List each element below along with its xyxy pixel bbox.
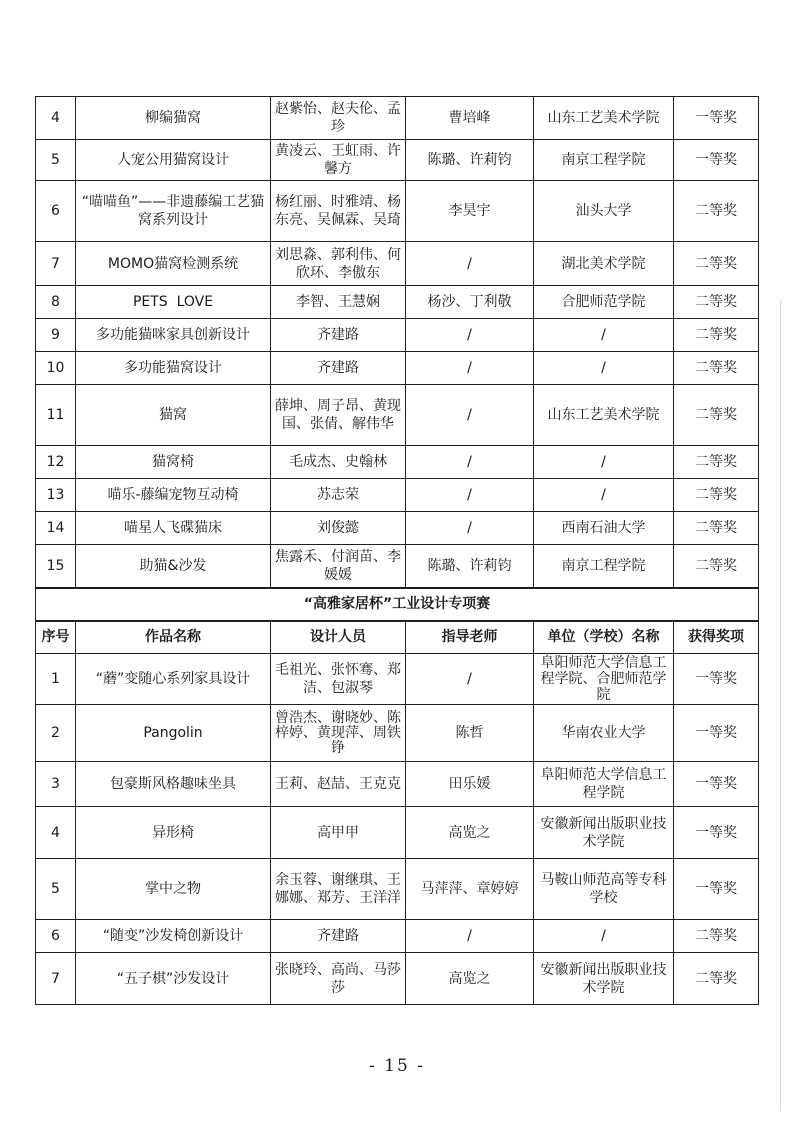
table-row: [36, 319, 759, 352]
designers: 李智、王慧娴: [271, 286, 406, 319]
header-advisor: 指导老师: [406, 621, 534, 654]
award: 二等奖: [674, 385, 759, 446]
advisor: 陈璐、许莉钧: [406, 545, 534, 588]
page-number: - 15 -: [369, 1056, 425, 1076]
row-number: 2: [36, 705, 76, 762]
work-title: 助猫&沙发: [76, 545, 271, 588]
work-title: 猫窝: [76, 385, 271, 446]
row-number: 10: [36, 352, 76, 385]
advisor: /: [406, 512, 534, 545]
designers: 薛坤、周子昂、黄现国、张倩、解伟华: [271, 385, 406, 446]
work-title: 猫窝椅: [76, 446, 271, 479]
award: 一等奖: [674, 859, 759, 920]
designers: 高甲甲: [271, 807, 406, 859]
table-row: [36, 859, 759, 920]
designers: 齐建路: [271, 920, 406, 953]
award: 二等奖: [674, 446, 759, 479]
award: 二等奖: [674, 953, 759, 1005]
header-number: 序号: [36, 621, 76, 654]
designers: 王莉、赵喆、王克克: [271, 762, 406, 807]
work-title: Pangolin: [76, 705, 271, 762]
advisor: 曹培峰: [406, 97, 534, 140]
designers: 苏志荣: [271, 479, 406, 512]
institution: /: [534, 479, 674, 512]
award: 一等奖: [674, 705, 759, 762]
institution: 安徽新闻出版职业技术学院: [534, 953, 674, 1005]
row-number: 7: [36, 953, 76, 1005]
award: 二等奖: [674, 479, 759, 512]
designers: 曾浩杰、谢晓妙、陈梓婷、黄现萍、周铁铮: [271, 705, 406, 762]
institution: /: [534, 446, 674, 479]
award: 一等奖: [674, 654, 759, 705]
advisor: 高览之: [406, 807, 534, 859]
table-row: [36, 385, 759, 446]
designers: 齐建路: [271, 319, 406, 352]
award: 一等奖: [674, 807, 759, 859]
institution: /: [534, 920, 674, 953]
advisor: 杨沙、丁利敬: [406, 286, 534, 319]
section-title-row: [36, 588, 759, 621]
row-number: 13: [36, 479, 76, 512]
advisor: /: [406, 242, 534, 286]
awards-table: [35, 96, 759, 1005]
advisor: /: [406, 446, 534, 479]
table-header-row: [36, 621, 759, 654]
institution: 山东工艺美术学院: [534, 97, 674, 140]
award: 一等奖: [674, 97, 759, 140]
institution: 南京工程学院: [534, 545, 674, 588]
work-title: 掌中之物: [76, 859, 271, 920]
institution: 华南农业大学: [534, 705, 674, 762]
row-number: 12: [36, 446, 76, 479]
table-row: [36, 920, 759, 953]
work-title: 多功能猫咪家具创新设计: [76, 319, 271, 352]
institution: 阜阳师范大学信息工程学院、合肥师范学院: [534, 654, 674, 705]
table-row: [36, 953, 759, 1005]
table-row: [36, 446, 759, 479]
work-title: 包豪斯风格趣味坐具: [76, 762, 271, 807]
award: 一等奖: [674, 140, 759, 181]
institution: 南京工程学院: [534, 140, 674, 181]
designers: 刘俊懿: [271, 512, 406, 545]
institution: 山东工艺美术学院: [534, 385, 674, 446]
award: 二等奖: [674, 319, 759, 352]
table-row: [36, 242, 759, 286]
work-title: “喵喵鱼”——非遗藤编工艺猫窝系列设计: [76, 181, 271, 242]
row-number: 14: [36, 512, 76, 545]
award: 二等奖: [674, 920, 759, 953]
award: 一等奖: [674, 762, 759, 807]
header-designers: 设计人员: [271, 621, 406, 654]
scan-edge-line: [780, 300, 781, 1110]
advisor: /: [406, 920, 534, 953]
advisor: /: [406, 319, 534, 352]
designers: 余玉蓉、谢继琪、王娜娜、郑芳、王洋洋: [271, 859, 406, 920]
institution: 阜阳师范大学信息工程学院: [534, 762, 674, 807]
work-title: “蘑”变随心系列家具设计: [76, 654, 271, 705]
table-row: [36, 705, 759, 762]
header-institution: 单位（学校）名称: [534, 621, 674, 654]
row-number: 8: [36, 286, 76, 319]
row-number: 15: [36, 545, 76, 588]
designers: 杨红丽、时雅靖、杨东亮、吴佩霖、吴琦: [271, 181, 406, 242]
institution: /: [534, 319, 674, 352]
work-title: 人宠公用猫窝设计: [76, 140, 271, 181]
institution: 安徽新闻出版职业技术学院: [534, 807, 674, 859]
designers: 张晓玲、高尚、马莎莎: [271, 953, 406, 1005]
table-row: [36, 286, 759, 319]
table-row: [36, 807, 759, 859]
row-number: 1: [36, 654, 76, 705]
row-number: 4: [36, 97, 76, 140]
institution: 马鞍山师范高等专科学校: [534, 859, 674, 920]
designers: 赵紫怡、赵夫伦、孟珍: [271, 97, 406, 140]
work-title: 异形椅: [76, 807, 271, 859]
advisor: 李昊宇: [406, 181, 534, 242]
advisor: 高览之: [406, 953, 534, 1005]
work-title: “五子棋”沙发设计: [76, 953, 271, 1005]
table-row: [36, 545, 759, 588]
advisor: /: [406, 479, 534, 512]
work-title: “随变”沙发椅创新设计: [76, 920, 271, 953]
row-number: 9: [36, 319, 76, 352]
award: 二等奖: [674, 286, 759, 319]
designers: 齐建路: [271, 352, 406, 385]
award: 二等奖: [674, 352, 759, 385]
award: 二等奖: [674, 512, 759, 545]
designers: 刘思淼、郭利伟、何欣环、李傲东: [271, 242, 406, 286]
advisor: 田乐媛: [406, 762, 534, 807]
row-number: 11: [36, 385, 76, 446]
work-title: 喵乐-藤编宠物互动椅: [76, 479, 271, 512]
header-work: 作品名称: [76, 621, 271, 654]
row-number: 6: [36, 181, 76, 242]
row-number: 3: [36, 762, 76, 807]
table-row: [36, 352, 759, 385]
work-title: PETS LOVE: [76, 286, 271, 319]
institution: 汕头大学: [534, 181, 674, 242]
designers: 焦露禾、付润苗、李媛媛: [271, 545, 406, 588]
advisor: 马萍萍、章婷婷: [406, 859, 534, 920]
row-number: 5: [36, 859, 76, 920]
work-title: 喵星人飞碟猫床: [76, 512, 271, 545]
advisor: /: [406, 385, 534, 446]
advisor: 陈璐、许莉钧: [406, 140, 534, 181]
award: 二等奖: [674, 545, 759, 588]
work-title: 多功能猫窝设计: [76, 352, 271, 385]
institution: /: [534, 352, 674, 385]
table-row: [36, 97, 759, 140]
advisor: /: [406, 352, 534, 385]
row-number: 5: [36, 140, 76, 181]
work-title: 柳编猫窝: [76, 97, 271, 140]
table-row: [36, 479, 759, 512]
advisor: 陈哲: [406, 705, 534, 762]
table-row: [36, 140, 759, 181]
institution: 合肥师范学院: [534, 286, 674, 319]
row-number: 7: [36, 242, 76, 286]
table-row: [36, 181, 759, 242]
designers: 黄凌云、王虹雨、许馨方: [271, 140, 406, 181]
table-row: [36, 762, 759, 807]
institution: 湖北美术学院: [534, 242, 674, 286]
table-row: [36, 654, 759, 705]
row-number: 4: [36, 807, 76, 859]
designers: 毛成杰、史翰林: [271, 446, 406, 479]
work-title: MOMO猫窝检测系统: [76, 242, 271, 286]
award: 二等奖: [674, 242, 759, 286]
advisor: /: [406, 654, 534, 705]
section-title: “高雅家居杯”工业设计专项赛: [36, 588, 759, 621]
header-award: 获得奖项: [674, 621, 759, 654]
award: 二等奖: [674, 181, 759, 242]
row-number: 6: [36, 920, 76, 953]
table-row: [36, 512, 759, 545]
institution: 西南石油大学: [534, 512, 674, 545]
designers: 毛祖光、张怀骞、郑洁、包淑琴: [271, 654, 406, 705]
